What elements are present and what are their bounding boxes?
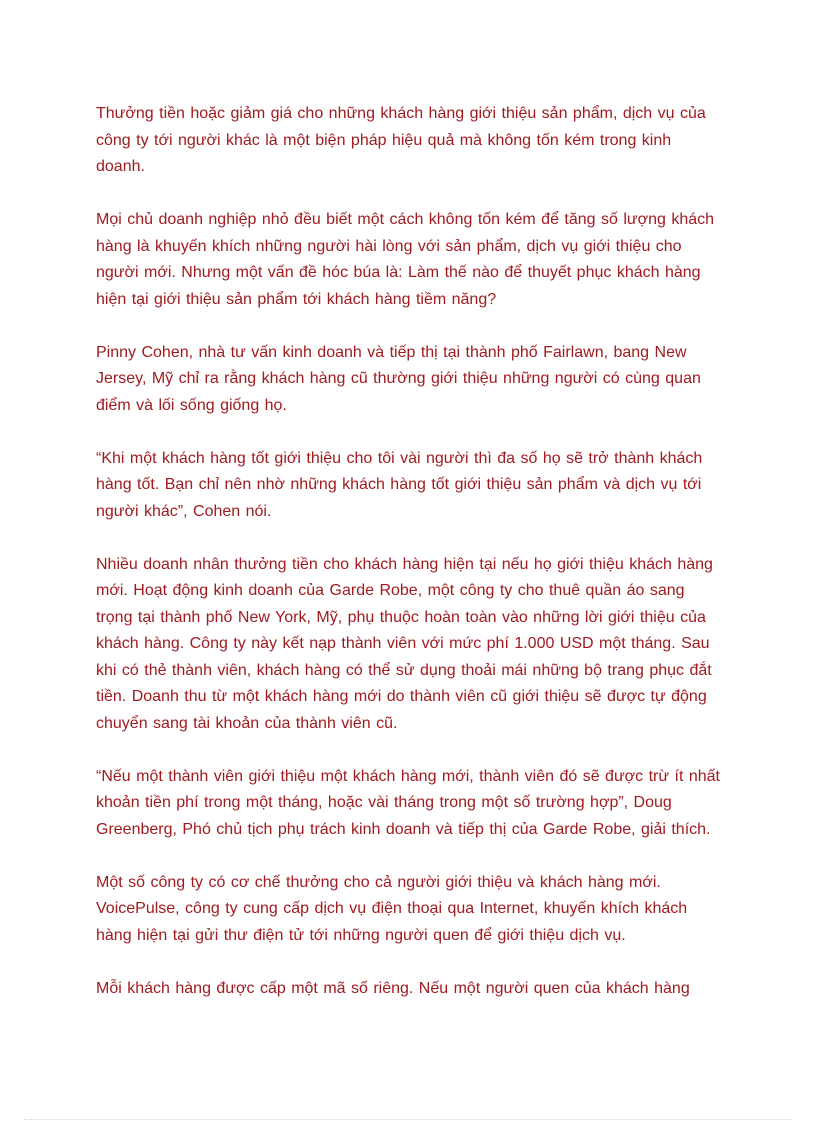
paragraph-6: “Nếu một thành viên giới thiệu một khách hàng mới, thành viên đó sẽ được trừ ít nhất khoản tiền phí trong một tháng, hoặc vài tháng trong một số trường hợp”, Doug Greenberg, Phó chủ tịch phụ trách kinh doanh và tiếp thị của Garde Robe, giải thích. xyxy=(96,767,720,838)
paragraph-2: Mọi chủ doanh nghiệp nhỏ đều biết một cách không tốn kém để tăng số lượng khách hàng là khuyến khích những người hài lòng với sản phẩm, dịch vụ giới thiệu cho người mới. Nhưng một vấn đề hóc búa là: Làm thế nào để thuyết phục khách hàng hiện tại giới thiệu sản phẩm tới khách hàng tiềm năng? xyxy=(96,211,715,308)
paragraph-5: Nhiều doanh nhân thưởng tiền cho khách hàng hiện tại nếu họ giới thiệu khách hàng mới. Hoạt động kinh doanh của Garde Robe, một công ty cho thuê quần áo sang trọng tại thành phố New York, Mỹ, phụ thuộc hoàn toàn vào những lời giới thiệu của khách hàng. Công ty này kết nạp thành viên với mức phí 1.000 USD một tháng. Sau khi có thẻ thành viên, khách hàng có thể sử dụng thoải mái những bộ trang phục đắt tiền. Doanh thu từ một khách hàng mới do thành viên cũ giới thiệu sẽ được tự động chuyển sang tài khoản của thành viên cũ. xyxy=(96,555,713,732)
paragraph-4: “Khi một khách hàng tốt giới thiệu cho tôi vài người thì đa số họ sẽ trở thành khách hàng tốt. Bạn chỉ nên nhờ những khách hàng tốt giới thiệu sản phẩm và dịch vụ tới người khác”, Cohen nói. xyxy=(96,449,703,520)
paragraph-8: Mỗi khách hàng được cấp một mã số riêng. Nếu một người quen của khách hàng xyxy=(96,979,690,997)
paragraph-3: Pinny Cohen, nhà tư vấn kinh doanh và tiếp thị tại thành phố Fairlawn, bang New Jersey, Mỹ chỉ ra rằng khách hàng cũ thường giới thiệu những người có cùng quan điểm và lối sống giống họ. xyxy=(96,343,701,414)
paragraph-7: Một số công ty có cơ chế thưởng cho cả người giới thiệu và khách hàng mới. VoicePulse, công ty cung cấp dịch vụ điện thoại qua Internet, khuyến khích khách hàng hiện tại gửi thư điện tử tới những người quen để giới thiệu dịch vụ. xyxy=(96,873,688,944)
page-bottom-divider xyxy=(24,1119,792,1120)
document-body xyxy=(96,101,722,1029)
paragraph-1: Thưởng tiền hoặc giảm giá cho những khách hàng giới thiệu sản phẩm, dịch vụ của công ty tới người khác là một biện pháp hiệu quả mà không tốn kém trong kinh doanh. xyxy=(96,105,706,175)
